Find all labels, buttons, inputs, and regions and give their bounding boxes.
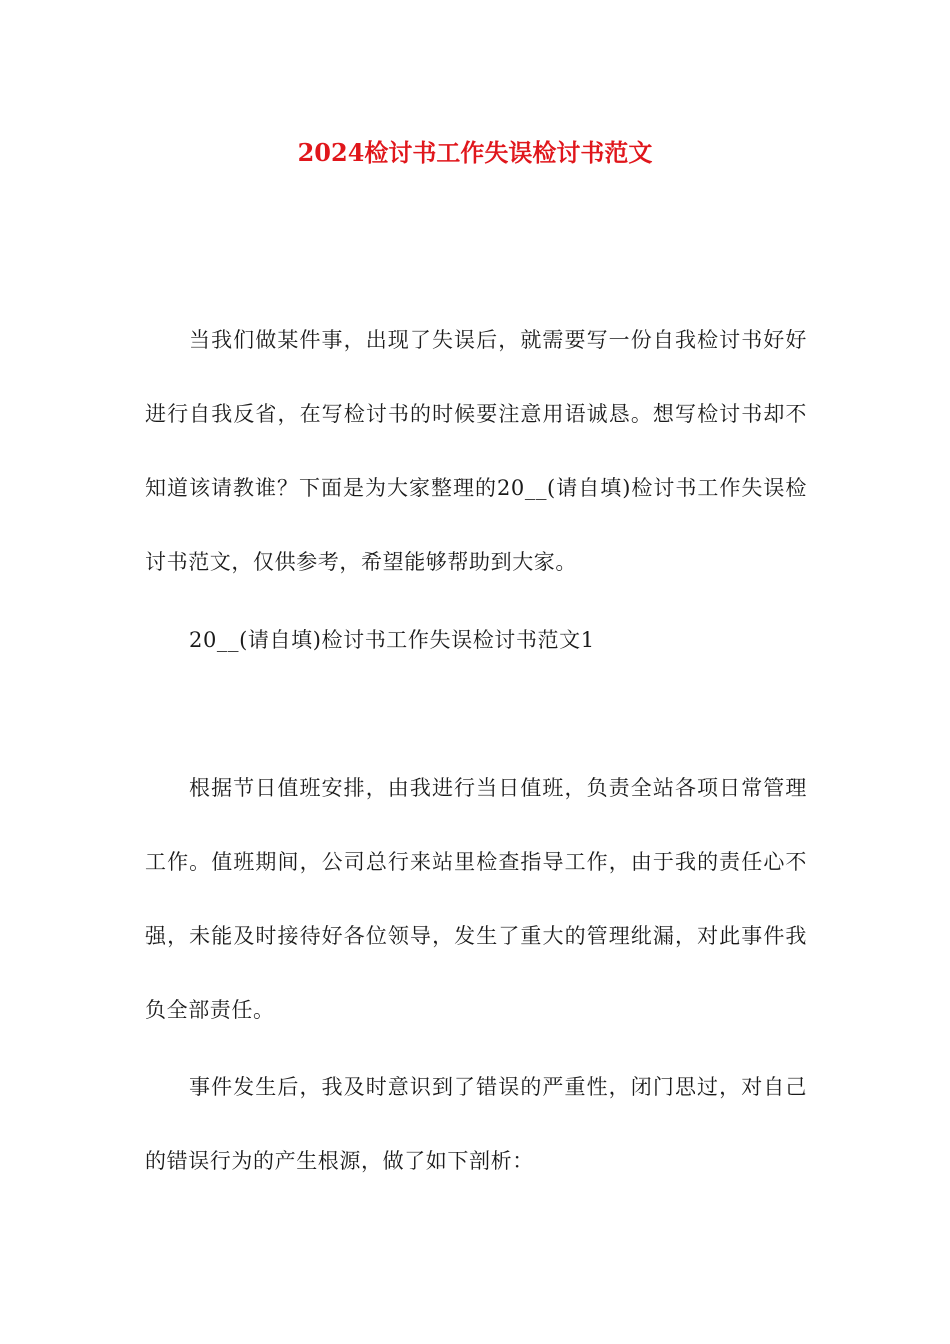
body-paragraph-2: 事件发生后，我及时意识到了错误的严重性，闭门思过，对自己的错误行为的产生根源，做了如下剖析： [145, 1075, 807, 1173]
document-title: 2024检讨书工作失误检讨书范文 [297, 138, 653, 167]
section-heading: 20__(请自填)检讨书工作失误检讨书范文1 [189, 628, 595, 652]
body-paragraph-1: 根据节日值班安排，由我进行当日值班，负责全站各项日常管理工作。值班期间，公司总行来站里检查指导工作，由于我的责任心不强，未能及时接待好各位领导，发生了重大的管理纰漏，对此事件我负全部责任。 [145, 776, 807, 1022]
intro-paragraph: 当我们做某件事，出现了失误后，就需要写一份自我检讨书好好进行自我反省，在写检讨书的时候要注意用语诚恳。想写检讨书却不知道该请教谁？下面是为大家整理的20__(请自填)检讨书工作失误检讨书范文，仅供参考，希望能够帮助到大家。 [145, 328, 807, 574]
